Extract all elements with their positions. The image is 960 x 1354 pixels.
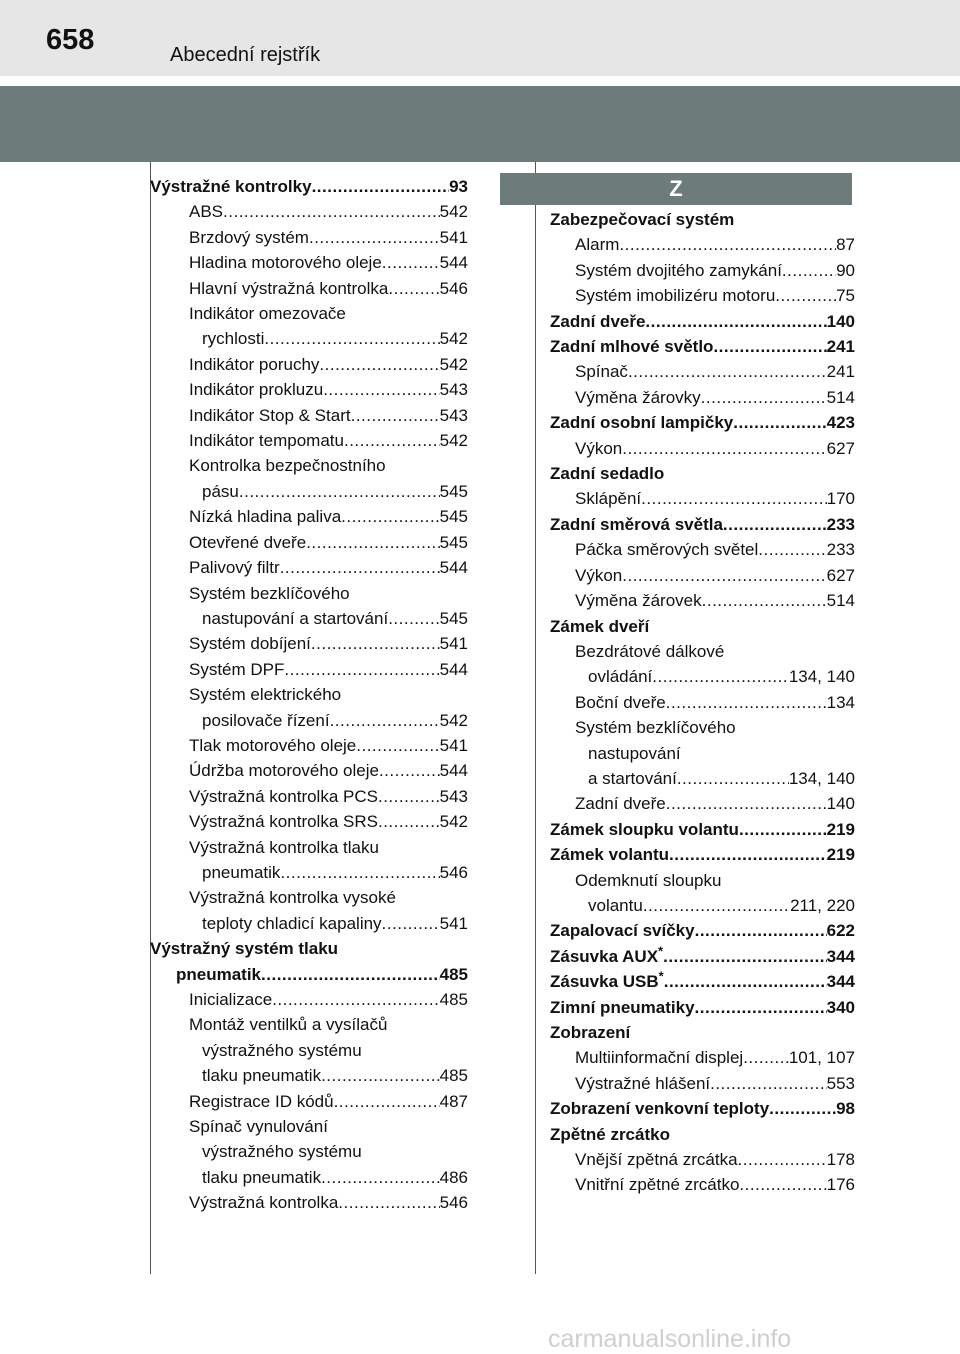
index-entry: Výstražná kontrolka ..... 546 xyxy=(150,1190,468,1215)
index-entry: Indikátor Stop & Start ..... 543 xyxy=(150,403,468,428)
index-entry: Palivový filtr ..... 544 xyxy=(150,555,468,580)
index-entry: a startování ..... 134, 140 xyxy=(550,766,855,791)
index-entry: Výkon ..... 627 xyxy=(550,563,855,588)
index-subheading: Systém bezklíčového xyxy=(575,718,736,738)
index-entry: Výkon ..... 627 xyxy=(550,436,855,461)
index-heading: Zámek dveří xyxy=(550,616,650,636)
index-entry: Výstražné hlášení ..... 553 xyxy=(550,1071,855,1096)
index-entry: Boční dveře ..... 134 xyxy=(550,690,855,715)
index-entry: Zimní pneumatiky ..... 340 xyxy=(550,995,855,1020)
header-bar xyxy=(0,0,960,76)
index-entry: Zadní osobní lampičky ..... 423 xyxy=(550,410,855,435)
index-entry: volantu ..... 211, 220 xyxy=(550,893,855,918)
index-entry: Hladina motorového oleje ..... 544 xyxy=(150,250,468,275)
index-entry: Páčka směrových světel ..... 233 xyxy=(550,537,855,562)
index-entry: Sklápění ..... 170 xyxy=(550,486,855,511)
index-entry: Zadní dveře ..... 140 xyxy=(550,309,855,334)
index-entry: Registrace ID kódů ..... 487 xyxy=(150,1089,468,1114)
index-entry: Indikátor tempomatu ..... 542 xyxy=(150,428,468,453)
index-entry: teploty chladicí kapaliny ..... 541 xyxy=(150,911,468,936)
index-entry: Spínač ..... 241 xyxy=(550,359,855,384)
index-entry: Zobrazení venkovní teploty ..... 98 xyxy=(550,1096,855,1121)
index-entry: Indikátor prokluzu ..... 543 xyxy=(150,377,468,402)
index-subheading: Výstražná kontrolka vysoké xyxy=(189,888,396,908)
index-entry: nastupování a startování ..... 545 xyxy=(150,606,468,631)
index-entry: posilovače řízení ..... 542 xyxy=(150,708,468,733)
index-entry: Výměna žárovek ..... 514 xyxy=(550,588,855,613)
index-entry: pneumatik ..... 485 xyxy=(150,962,468,987)
index-entry: Systém DPF ..... 544 xyxy=(150,657,468,682)
index-entry: Tlak motorového oleje ..... 541 xyxy=(150,733,468,758)
index-entry: Výstražné kontrolky ..... 93 xyxy=(150,174,468,199)
index-entry: Zadní dveře ..... 140 xyxy=(550,791,855,816)
index-heading: Zpětné zrcátko xyxy=(550,1124,670,1144)
index-entry: rychlosti ..... 542 xyxy=(150,326,468,351)
asterisk-mark: * xyxy=(658,968,664,984)
watermark: carmanualsonline.info xyxy=(548,1325,792,1353)
index-entry: Nízká hladina paliva ..... 545 xyxy=(150,504,468,529)
index-entry: Vnější zpětná zrcátka ..... 178 xyxy=(550,1147,855,1172)
index-entry: ovládání ..... 134, 140 xyxy=(550,664,855,689)
index-subheading: Bezdrátové dálkové xyxy=(575,641,725,661)
index-entry: Zámek volantu ..... 219 xyxy=(550,842,855,867)
index-subheading: Montáž ventilků a vysílačů xyxy=(189,1015,388,1035)
index-entry: Multiinformační displej ..... 101, 107 xyxy=(550,1045,855,1070)
index-entry: Zásuvka USB* ..... 344 xyxy=(550,969,855,994)
decorative-band xyxy=(0,86,960,162)
index-entry: Zadní směrová světla ..... 233 xyxy=(550,512,855,537)
index-entry: ABS ..... 542 xyxy=(150,199,468,224)
index-entry: Vnitřní zpětné zrcátko ..... 176 xyxy=(550,1172,855,1197)
index-subheading: Systém bezklíčového xyxy=(189,583,350,603)
index-subheading: Odemknutí sloupku xyxy=(575,870,722,890)
index-entry: Otevřené dveře ..... 545 xyxy=(150,530,468,555)
index-subheading: výstražného systému xyxy=(202,1040,362,1060)
index-entry: Hlavní výstražná kontrolka ..... 546 xyxy=(150,276,468,301)
index-heading: Výstražný systém tlaku xyxy=(150,939,339,959)
index-entry: Brzdový systém ..... 541 xyxy=(150,225,468,250)
center-divider xyxy=(535,162,536,1274)
index-heading: Zadní sedadlo xyxy=(550,464,665,484)
index-column-right xyxy=(550,207,855,1198)
index-entry: Výstražná kontrolka SRS ..... 542 xyxy=(150,809,468,834)
page-number: 658 xyxy=(46,24,95,56)
section-letter: Z xyxy=(500,173,852,205)
index-subheading: Spínač vynulování xyxy=(189,1117,328,1137)
index-entry: Výstražná kontrolka PCS ..... 543 xyxy=(150,784,468,809)
index-subheading: Výstražná kontrolka tlaku xyxy=(189,837,379,857)
index-entry: pásu ..... 545 xyxy=(150,479,468,504)
index-entry: Systém imobilizéru motoru ..... 75 xyxy=(550,283,855,308)
index-entry: Výměna žárovky ..... 514 xyxy=(550,385,855,410)
index-heading: Zobrazení xyxy=(550,1023,631,1042)
index-entry: pneumatik ..... 546 xyxy=(150,860,468,885)
index-entry: Zámek sloupku volantu ..... 219 xyxy=(550,817,855,842)
index-subheading: výstražného systému xyxy=(202,1142,362,1162)
index-subheading: Indikátor omezovače xyxy=(189,304,346,324)
index-entry: Inicializace ..... 485 xyxy=(150,987,468,1012)
index-subheading: Systém elektrického xyxy=(189,685,342,705)
index-entry: Systém dobíjení ..... 541 xyxy=(150,631,468,656)
index-column-left xyxy=(150,174,468,1216)
index-entry: Indikátor poruchy ..... 542 xyxy=(150,352,468,377)
index-entry: Zapalovací svíčky ..... 622 xyxy=(550,918,855,943)
index-entry: tlaku pneumatik ..... 486 xyxy=(150,1165,468,1190)
index-entry: tlaku pneumatik ..... 485 xyxy=(150,1063,468,1088)
index-entry: Údržba motorového oleje ..... 544 xyxy=(150,758,468,783)
index-heading: Zabezpečovací systém xyxy=(550,210,735,229)
index-subheading: Kontrolka bezpečnostního xyxy=(189,456,386,476)
asterisk-mark: * xyxy=(658,943,664,959)
index-entry: Zadní mlhové světlo ..... 241 xyxy=(550,334,855,359)
index-entry: Systém dvojitého zamykání ..... 90 xyxy=(550,258,855,283)
index-entry: Alarm ..... 87 xyxy=(550,232,855,257)
page-title: Abecední rejstřík xyxy=(170,44,321,66)
index-entry: Zásuvka AUX* ..... 344 xyxy=(550,944,855,969)
index-subheading: nastupování xyxy=(588,743,681,763)
